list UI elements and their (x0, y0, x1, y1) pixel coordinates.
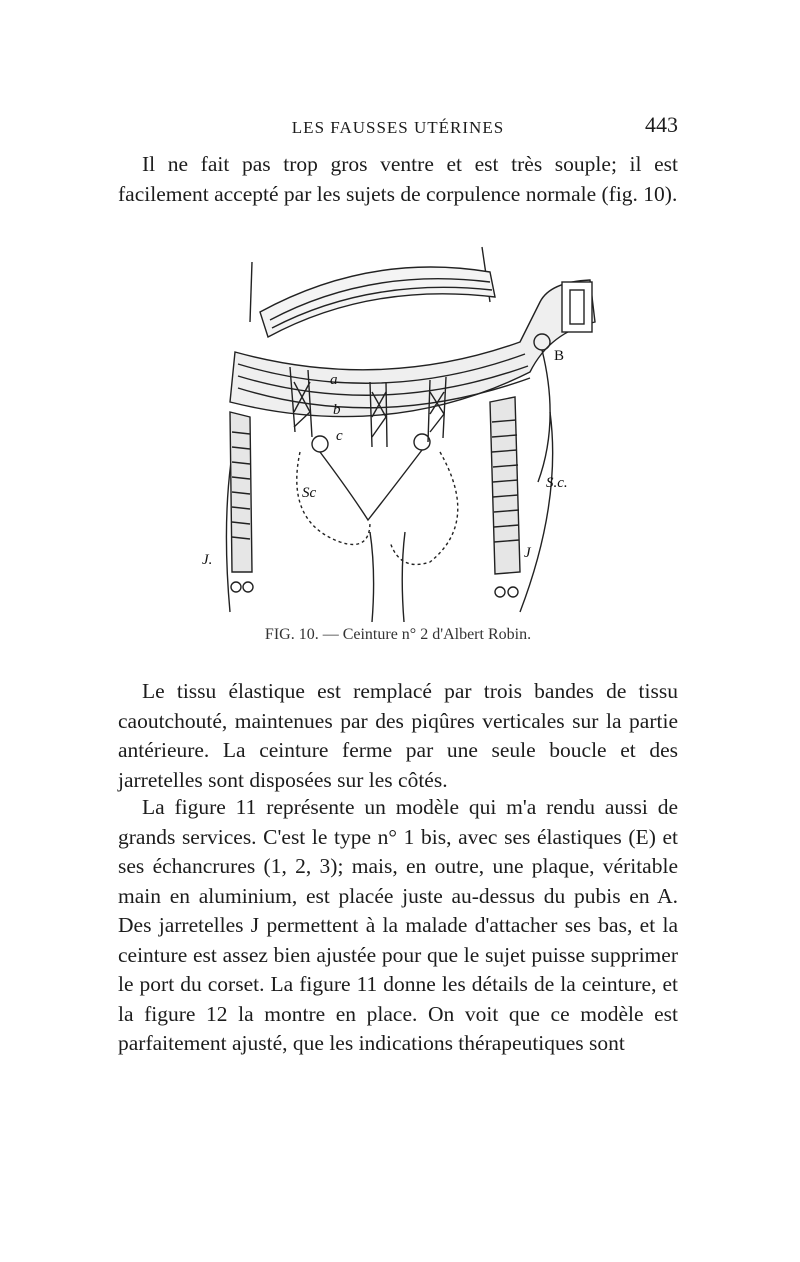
page-number: 443 (645, 112, 678, 137)
label-b: b (333, 402, 341, 418)
paragraph-3: La figure 11 représente un modèle qui m'a rendu aussi de grands services. C'est le type n° 1 bis, avec ses élastiques (E) et ses échancrures (1, 2, 3); mais, en outre, une plaque, véritable main en aluminium, est placée juste au-dessus du pubis en A. Des jarretelles J permettent à la malade d'attacher ses bas, et la ceinture est assez bien ajustée pour que le sujet puisse supprimer le port du corset. La figure 11 donne les détails de la ceinture, et la figure 12 la montre en place. On voit que ce modèle est parfaitement ajusté, que les indications thérapeutiques sont (118, 795, 678, 1055)
belt-illustration (190, 242, 610, 622)
label-sc-right: S.c. (546, 475, 568, 491)
label-j-left: J. (202, 552, 213, 568)
page-header (118, 112, 678, 142)
figure-caption: FIG. 10. — Ceinture n° 2 d'Albert Robin. (264, 626, 532, 643)
label-B: B (554, 348, 565, 364)
label-j-right: J (524, 545, 531, 561)
belt-drawing (190, 242, 610, 622)
running-title: LES FAUSSES UTÉRINES (291, 118, 505, 137)
label-c: c (336, 428, 343, 444)
paragraph-2: Le tissu élastique est remplacé par trois bandes de tissu caoutchouté, maintenues par des piqûres verticales sur la partie antérieure. La ceinture ferme par une seule boucle et des jarretelles sont disposées sur les côtés. (118, 679, 678, 792)
paragraph-1: Il ne fait pas trop gros ventre et est très souple; il est facilement accepté par les sujets de corpulence normale (fig. 10). (118, 152, 678, 206)
label-sc-left: Sc (302, 485, 317, 501)
label-a: a (330, 372, 338, 388)
